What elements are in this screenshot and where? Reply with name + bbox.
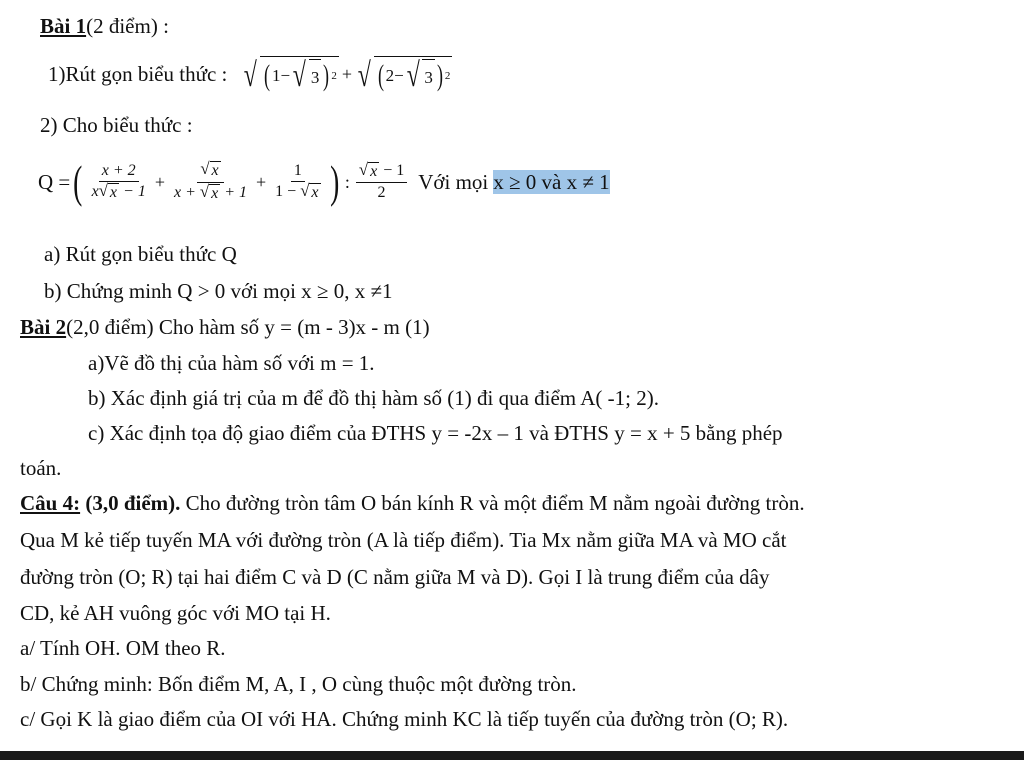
expression-1: [241, 56, 452, 93]
bottom-border: [0, 751, 1024, 760]
expr1-sup: 2: [331, 69, 337, 82]
expr2-sqrt3: √ 3: [406, 57, 433, 94]
bai1-points: (2 điểm) :: [86, 14, 169, 38]
bai2-part-c-cont: toán.: [20, 456, 62, 480]
f1-den: x √ x − 1: [91, 181, 146, 201]
bai1-heading: Bài 1: [40, 14, 87, 38]
bai1-q2-label: 2) Cho biểu thức :: [40, 113, 193, 137]
fraction-2: [171, 161, 250, 203]
bai2-part-b: b) Xác định giá trị của m để đồ thị hàm số (1) đi qua điểm A( -1; 2).: [88, 386, 659, 410]
f1-num: x + 2: [99, 162, 139, 182]
left-paren: (: [73, 156, 83, 207]
f4-den: 2: [377, 184, 386, 201]
condition-highlight: x ≥ 0 và x ≠ 1: [493, 169, 610, 194]
f2-den: x + √ x + 1: [173, 181, 248, 202]
cau4-points: (3,0 điểm).: [80, 491, 181, 515]
cau4-line3: đường tròn (O; R) tại hai điểm C và D (C nằm giữa M và D). Gọi I là trung điểm của dây: [20, 565, 770, 589]
f4-num: √ x − 1: [356, 162, 407, 183]
f2-num: √ x: [197, 161, 223, 182]
bai1-q1-line: [48, 56, 452, 93]
cau4-part-b: b/ Chứng minh: Bốn điểm M, A, I , O cùng thuộc một đường tròn.: [20, 672, 577, 696]
fraction-3: [272, 162, 323, 203]
bai1-heading-line: [40, 14, 169, 38]
bai2-part-c: c) Xác định tọa độ giao điểm của ĐTHS y = -2x – 1 và ĐTHS y = x + 5 bằng phép: [88, 421, 783, 445]
plus-1: +: [154, 171, 165, 192]
expr-plus: +: [341, 64, 352, 85]
cau4-line1: [20, 491, 805, 515]
condition-text: Với mọi: [418, 169, 489, 194]
q-name: Q =: [38, 169, 71, 194]
cau4-part-c: c/ Gọi K là giao điểm của OI với HA. Chứng minh KC là tiếp tuyến của đường tròn (O; R).: [20, 707, 789, 731]
cau4-line4: CD, kẻ AH vuông góc với MO tại H.: [20, 601, 331, 625]
plus-2: +: [256, 171, 267, 192]
colon-op: :: [344, 171, 350, 192]
cau4-line2: Qua M kẻ tiếp tuyến MA với đường tròn (A là tiếp điểm). Tia Mx nằm giữa MA và MO cắt: [20, 528, 787, 552]
f3-den: 1 − √ x: [275, 181, 319, 201]
expr2-sup: 2: [444, 69, 451, 82]
sqrt-term-2: √ ( 2 − √ 3 ) 2: [357, 57, 451, 94]
bai1-part-b: b) Chứng minh Q > 0 với mọi x ≥ 0, x ≠1: [44, 279, 393, 303]
right-paren: ): [329, 156, 339, 207]
cau4-heading: Câu 4:: [20, 491, 81, 515]
expr1-sqrt3: √ 3: [292, 57, 320, 94]
cau4-part-a: a/ Tính OH. OM theo R.: [20, 636, 226, 660]
bai1-part-a: a) Rút gọn biểu thức Q: [44, 242, 237, 266]
expr1-one: 1: [272, 66, 281, 86]
cau4-text-1: Cho đường tròn tâm O bán kính R và một điểm M nằm ngoài đường tròn.: [180, 491, 805, 515]
fraction-1: [89, 162, 149, 203]
expr2-minus: −: [394, 66, 404, 86]
bai1-q1-label: 1)Rút gọn biểu thức :: [48, 62, 228, 87]
bai2-heading-line: [20, 315, 430, 339]
sqrt-term-1: √ ( 1 − √ 3 ) 2: [244, 57, 337, 94]
f3-num: 1: [291, 162, 305, 182]
fraction-4: [356, 159, 407, 203]
q-expression-line: [38, 150, 610, 214]
bai2-heading: Bài 2: [20, 315, 67, 339]
bai2-intro: (2,0 điểm) Cho hàm số y = (m - 3)x - m (1): [66, 315, 430, 339]
expr1-minus: −: [280, 66, 291, 86]
bai2-part-a: a)Vẽ đồ thị của hàm số với m = 1.: [88, 351, 375, 375]
expr2-two: 2: [385, 66, 395, 86]
